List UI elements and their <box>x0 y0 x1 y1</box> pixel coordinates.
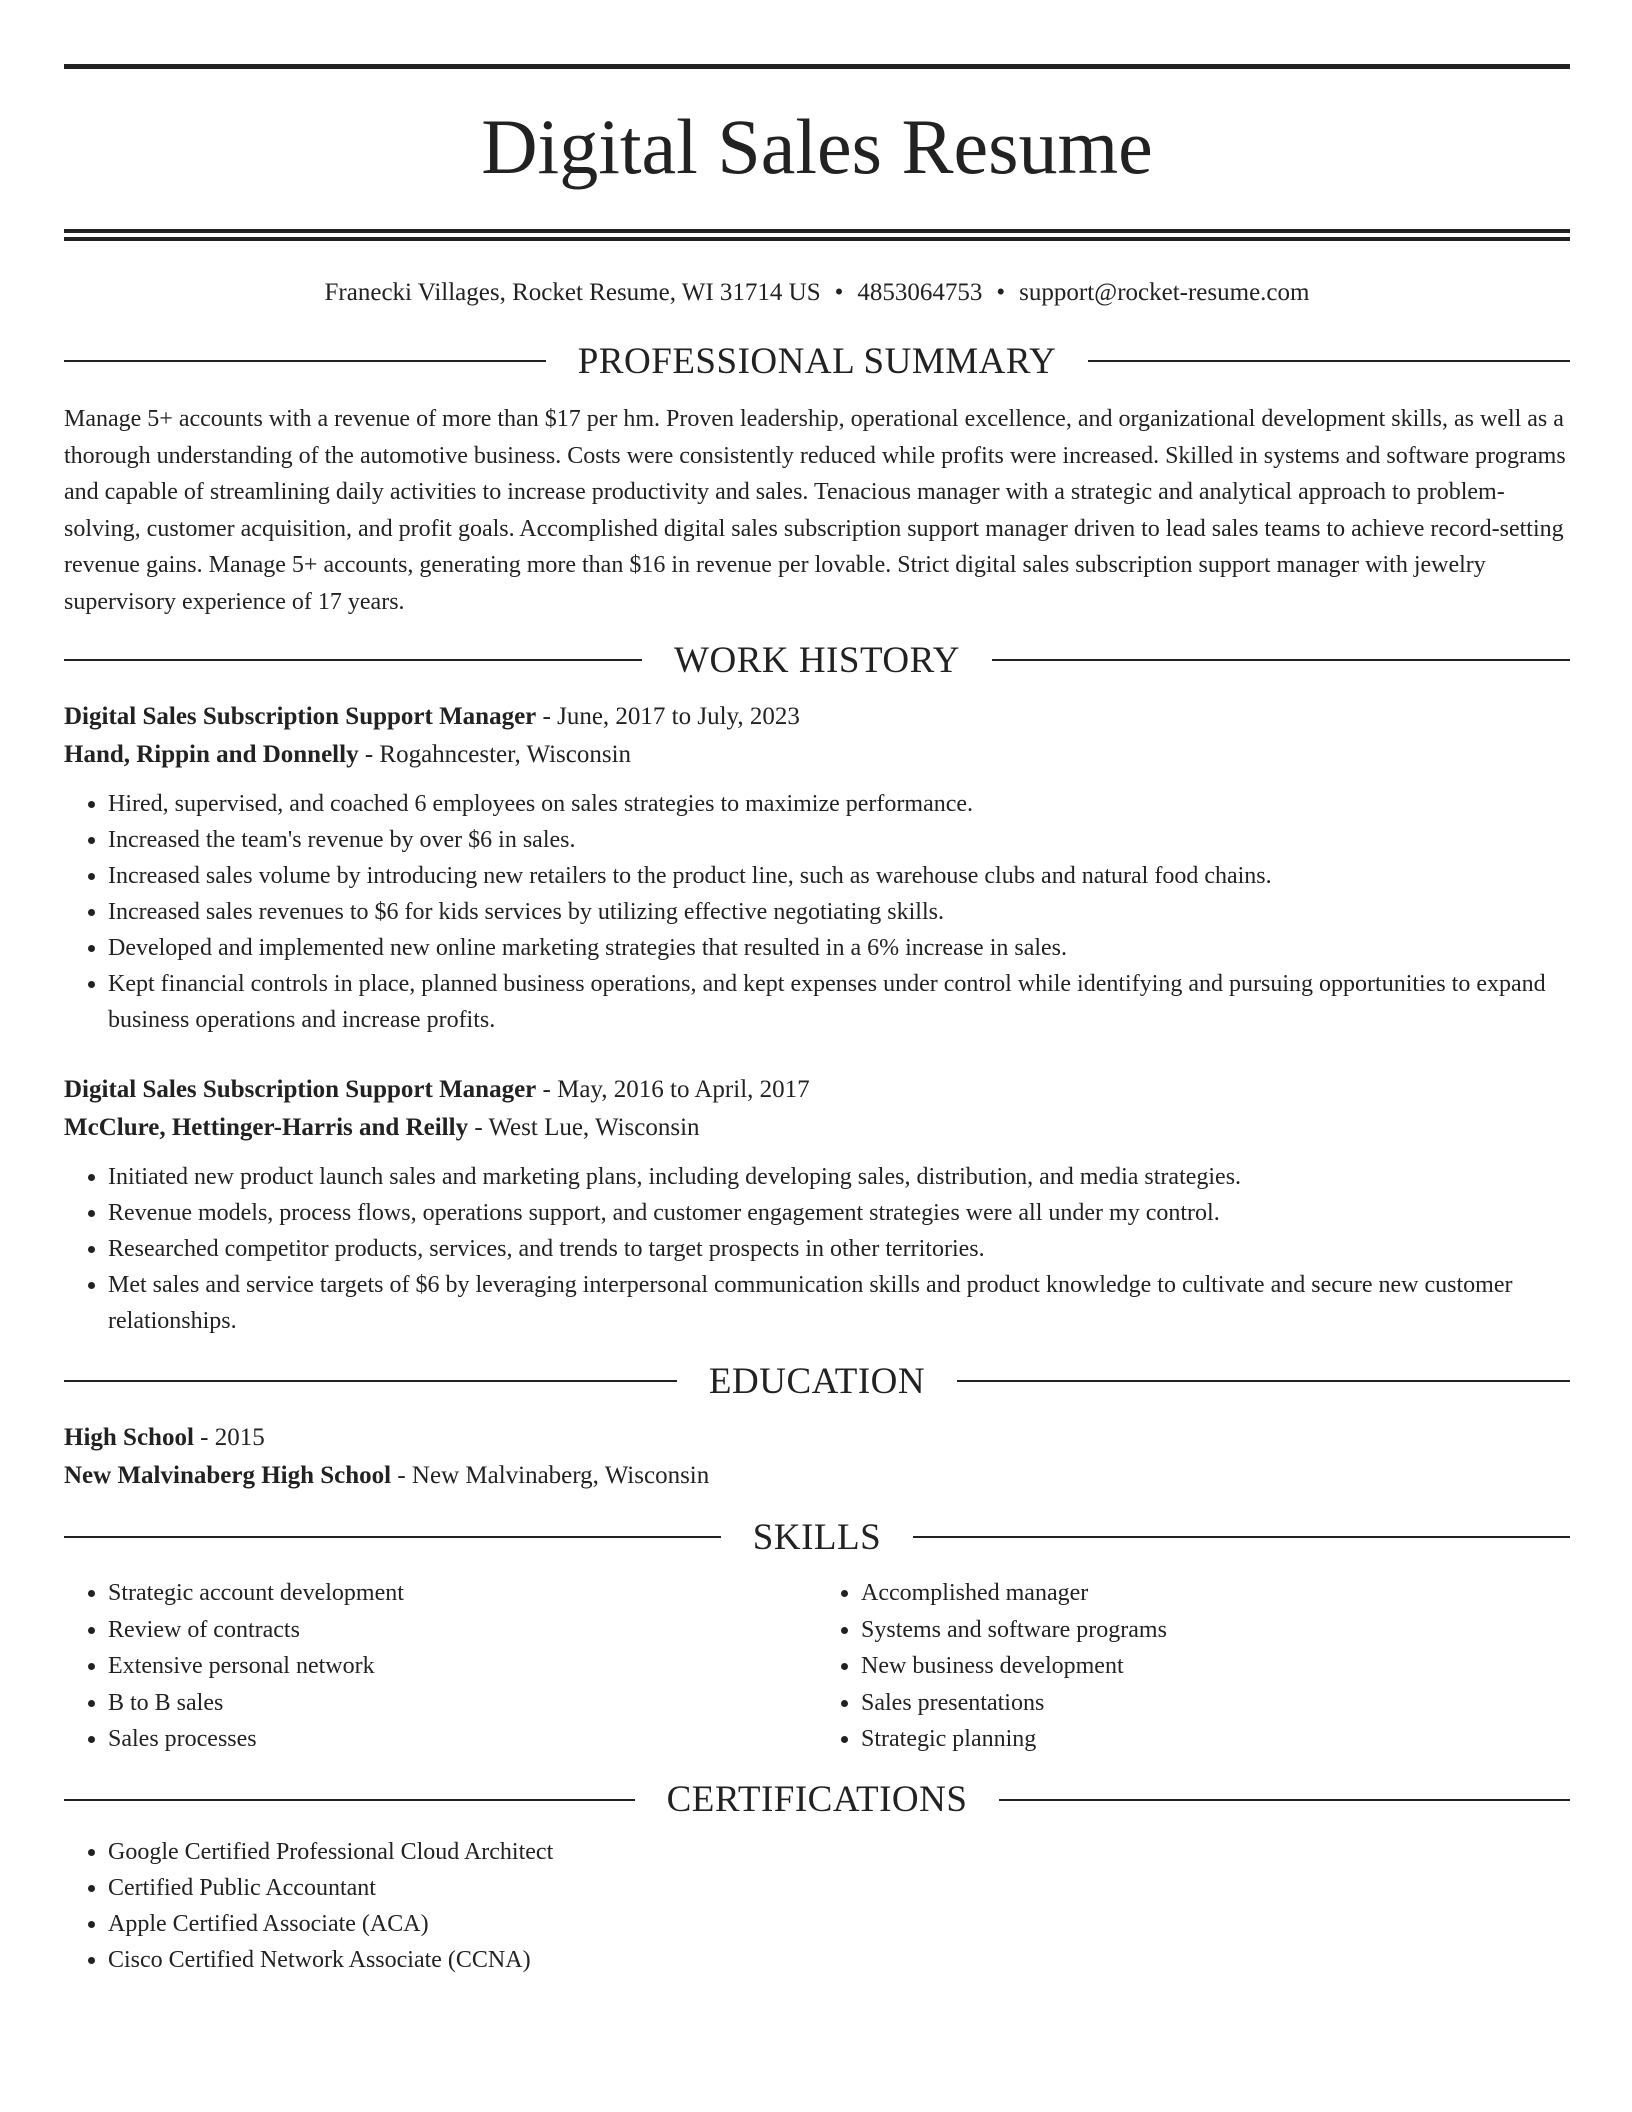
certification-item: • Apple Certified Associate (ACA) <box>108 1906 1570 1942</box>
skill-item: • Review of contracts <box>108 1612 817 1649</box>
section-rule <box>913 1536 1570 1538</box>
contact-email: support@rocket-resume.com <box>1019 279 1310 306</box>
job-entry <box>64 698 1570 1038</box>
skill-item: • Systems and software programs <box>861 1612 1570 1649</box>
contact-address: Franecki Villages, Rocket Resume, WI 31714 US <box>324 279 821 306</box>
resume-page <box>64 64 1570 1978</box>
job-title: Digital Sales Subscription Support Manager <box>64 1076 537 1103</box>
contact-phone: 4853064753 <box>857 279 983 306</box>
job-location: - West Lue, Wisconsin <box>468 1114 700 1141</box>
job-dates: - May, 2016 to April, 2017 <box>536 1076 810 1103</box>
section-title: WORK HISTORY <box>674 639 960 681</box>
job-company: McClure, Hettinger-Harris and Reilly <box>64 1114 469 1141</box>
job-bullet: • Increased the team's revenue by over $6 in sales. <box>108 822 1570 858</box>
certifications-list <box>64 1834 1570 1978</box>
skills-list-left <box>64 1575 817 1758</box>
section-rule <box>64 1380 677 1382</box>
section-rule <box>999 1799 1570 1801</box>
job-title: Digital Sales Subscription Support Manager <box>64 703 537 730</box>
job-bullet: • Increased sales volume by introducing new retailers to the product line, such as warehouse clubs and natural food chains. <box>108 858 1570 894</box>
certification-item: • Cisco Certified Network Associate (CCNA) <box>108 1942 1570 1978</box>
education-school: New Malvinaberg High School <box>64 1462 392 1489</box>
job-bullets <box>64 786 1570 1038</box>
section-rule <box>64 360 546 362</box>
job-bullet: • Researched competitor products, services, and trends to target prospects in other territories. <box>108 1231 1570 1267</box>
section-title: EDUCATION <box>708 1360 926 1402</box>
section-rule <box>1088 360 1570 362</box>
skill-item: • B to B sales <box>108 1685 817 1722</box>
skills-list-right <box>817 1575 1570 1758</box>
skill-item: • Accomplished manager <box>861 1575 1570 1612</box>
skill-item: • Sales processes <box>108 1721 817 1758</box>
job-location: - Rogahncester, Wisconsin <box>358 741 632 768</box>
section-rule <box>957 1380 1570 1382</box>
contact-separator: • <box>834 279 844 306</box>
section-heading-work-history <box>64 638 1570 682</box>
job-bullet: • Kept financial controls in place, planned business operations, and kept expenses under control while identifying and pursuing opportunities to expand business operations and increase profits. <box>108 966 1570 1038</box>
section-rule <box>992 659 1570 661</box>
resume-title: Digital Sales Resume <box>481 103 1153 190</box>
job-bullet: • Met sales and service targets of $6 by leveraging interpersonal communication skills and product knowledge to cultivate and secure new customer relationships. <box>108 1267 1570 1339</box>
section-heading-education <box>64 1359 1570 1403</box>
job-bullet: • Developed and implemented new online marketing strategies that resulted in a 6% increase in sales. <box>108 930 1570 966</box>
job-bullet: • Hired, supervised, and coached 6 employees on sales strategies to maximize performance. <box>108 786 1570 822</box>
job-company-line <box>64 1109 1570 1147</box>
skill-item: • Strategic planning <box>861 1721 1570 1758</box>
job-title-line <box>64 698 1570 736</box>
section-heading-certifications <box>64 1778 1570 1822</box>
skill-item: • Extensive personal network <box>108 1648 817 1685</box>
job-title-line <box>64 1071 1570 1109</box>
contact-separator: • <box>996 279 1006 306</box>
certification-item: • Google Certified Professional Cloud Architect <box>108 1834 1570 1870</box>
skill-item: • New business development <box>861 1648 1570 1685</box>
education-location: - New Malvinaberg, Wisconsin <box>391 1462 710 1489</box>
education-school-line <box>64 1457 1570 1495</box>
education-year: - 2015 <box>193 1424 265 1451</box>
education-entry <box>64 1419 1570 1495</box>
job-entry <box>64 1071 1570 1339</box>
summary-text: Manage 5+ accounts with a revenue of more than $17 per hm. Proven leadership, operational excellence, and organizational development skills, as well as a thorough understanding of the automotive business. Costs were consistently reduced while profits were increased. Skilled in systems and software programs and capable of streamlining daily activities to increase productivity and sales. Tenacious manager with a strategic and analytical approach to problem-solving, customer acquisition, and profit goals. Accomplished digital sales subscription support manager driven to lead sales teams to achieve record-setting revenue gains. Manage 5+ accounts, generating more than $16 in revenue per lovable. Strict digital sales subscription support manager with jewelry supervisory experience of 17 years. <box>64 406 1566 615</box>
job-dates: - June, 2017 to July, 2023 <box>536 703 800 730</box>
education-degree-line <box>64 1419 1570 1457</box>
title-double-rule <box>64 229 1570 241</box>
job-bullets <box>64 1159 1570 1339</box>
section-title: PROFESSIONAL SUMMARY <box>577 340 1057 382</box>
section-heading-skills <box>64 1515 1570 1559</box>
section-heading-summary <box>64 339 1570 383</box>
skill-item: • Strategic account development <box>108 1575 817 1612</box>
section-rule <box>64 1536 721 1538</box>
section-title: CERTIFICATIONS <box>666 1779 968 1820</box>
contact-line <box>64 277 1570 309</box>
section-rule <box>64 659 642 661</box>
job-company: Hand, Rippin and Donnelly <box>64 741 359 768</box>
job-bullet: • Initiated new product launch sales and marketing plans, including developing sales, distribution, and media strategies. <box>108 1159 1570 1195</box>
top-rule <box>64 64 1570 69</box>
section-rule <box>64 1799 635 1801</box>
job-bullet: • Revenue models, process flows, operations support, and customer engagement strategies were all under my control. <box>108 1195 1570 1231</box>
job-company-line <box>64 736 1570 774</box>
skills-grid <box>64 1575 1570 1758</box>
job-bullet: • Increased sales revenues to $6 for kids services by utilizing effective negotiating skills. <box>108 894 1570 930</box>
certification-item: • Certified Public Accountant <box>108 1870 1570 1906</box>
education-degree: High School <box>64 1424 194 1451</box>
section-title: SKILLS <box>752 1516 882 1558</box>
skill-item: • Sales presentations <box>861 1685 1570 1722</box>
